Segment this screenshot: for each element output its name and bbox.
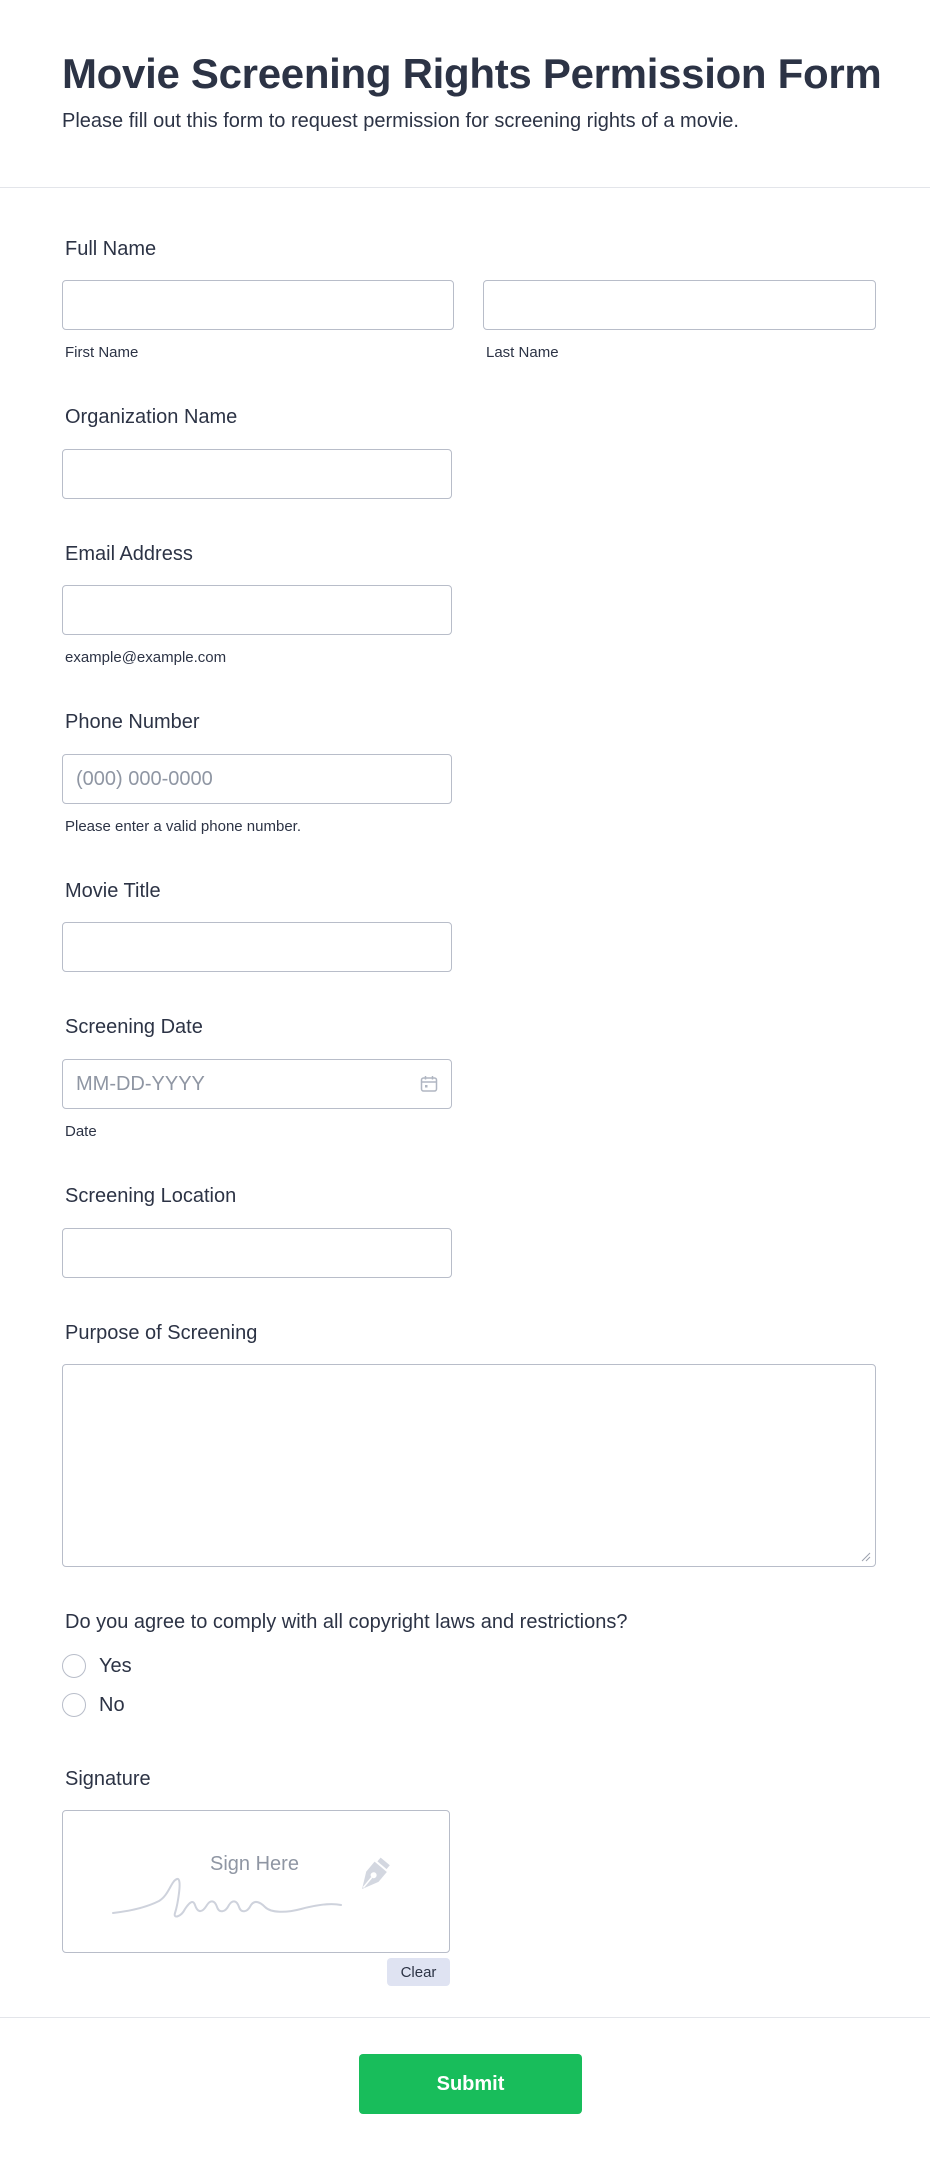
form-header <box>0 0 930 188</box>
phone-label: Phone Number <box>65 711 200 733</box>
phone-input[interactable] <box>62 754 452 804</box>
screening-location-input[interactable] <box>62 1228 452 1278</box>
signature-label: Signature <box>65 1768 151 1790</box>
email-input[interactable] <box>62 585 452 635</box>
resize-grip-icon[interactable] <box>861 1552 871 1562</box>
first-name-input[interactable] <box>62 280 454 330</box>
last-name-sublabel: Last Name <box>486 344 559 361</box>
screening-location-label: Screening Location <box>65 1185 237 1207</box>
organization-label: Organization Name <box>65 406 238 428</box>
email-sublabel: example@example.com <box>65 649 227 666</box>
calendar-icon[interactable] <box>420 1075 438 1093</box>
email-label: Email Address <box>65 543 193 565</box>
first-name-sublabel: First Name <box>65 344 139 361</box>
clear-signature-button[interactable]: Clear <box>387 1958 450 1986</box>
form-title: Movie Screening Rights Permission Form <box>62 50 882 97</box>
signature-placeholder: Sign Here <box>210 1853 299 1875</box>
copyright-question-label: Do you agree to comply with all copyright laws and restrictions? <box>65 1611 628 1633</box>
screening-date-sublabel: Date <box>65 1123 97 1140</box>
pen-nib-icon <box>350 1853 396 1899</box>
form-subtitle: Please fill out this form to request permission for screening rights of a movie. <box>62 110 739 132</box>
phone-sublabel: Please enter a valid phone number. <box>65 818 301 835</box>
full-name-label: Full Name <box>65 238 157 260</box>
purpose-label: Purpose of Screening <box>65 1322 258 1344</box>
screening-date-input[interactable] <box>62 1059 452 1109</box>
radio-no-label: No <box>99 1693 125 1716</box>
screening-date-label: Screening Date <box>65 1016 203 1038</box>
radio-yes[interactable] <box>62 1654 86 1678</box>
last-name-input[interactable] <box>483 280 876 330</box>
movie-title-label: Movie Title <box>65 880 161 902</box>
movie-title-input[interactable] <box>62 922 452 972</box>
purpose-textarea[interactable] <box>62 1364 876 1567</box>
radio-option-yes[interactable] <box>62 1652 132 1680</box>
signature-pad[interactable] <box>62 1810 450 1953</box>
radio-yes-label: Yes <box>99 1654 132 1677</box>
submit-button[interactable]: Submit <box>359 2054 582 2114</box>
footer-divider <box>0 2017 930 2018</box>
radio-no[interactable] <box>62 1693 86 1717</box>
organization-input[interactable] <box>62 449 452 499</box>
radio-option-no[interactable] <box>62 1691 125 1719</box>
